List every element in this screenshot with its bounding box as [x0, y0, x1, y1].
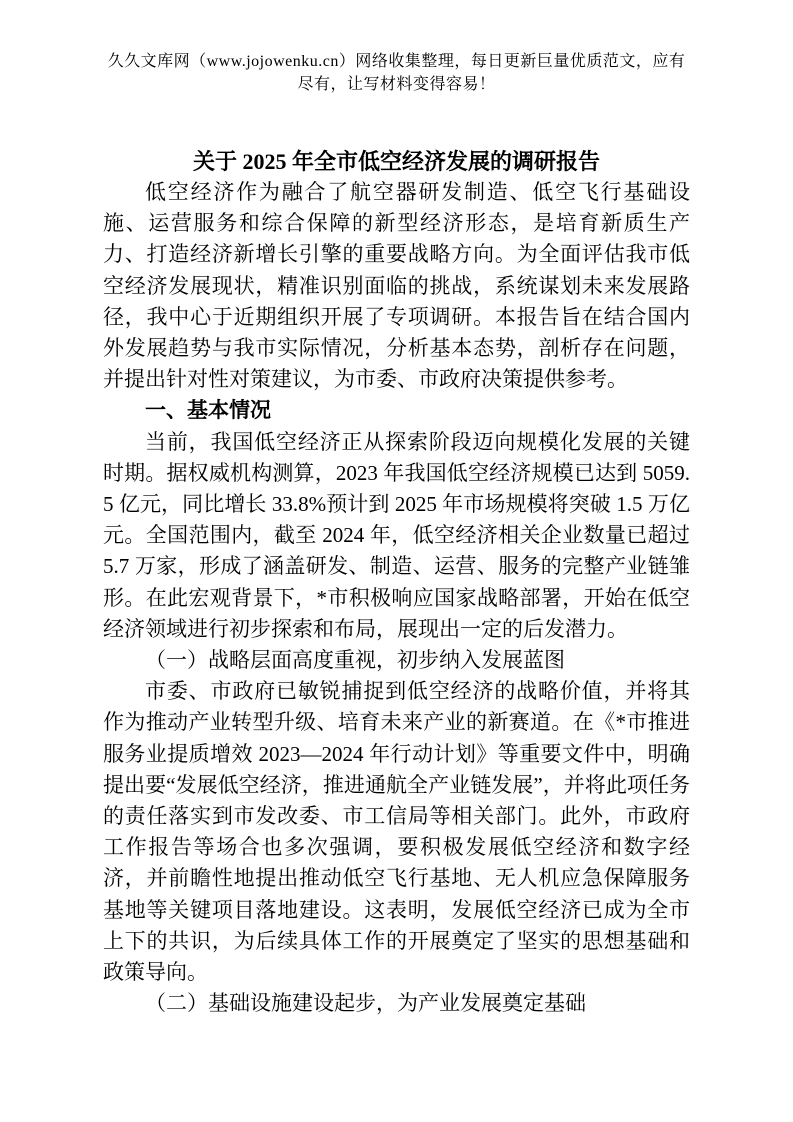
body-paragraph: 当前，我国低空经济正从探索阶段迈向规模化发展的关键时期。据权威机构测算，2023 年我国低空经济规模已达到 5059.5 亿元，同比增长 33.8%预计到 2025 年市场规模将突破 1.5 万亿元。全国范围内，截至 2024 年，低空经济相关企业数量已超过 5.7 万家，形成了涵盖研发、制造、运营、服务的完整产业链雏形。在此宏观背景下，*市积极响应国家战略部署，开始在低空经济领域进行初步探索和布局，展现出一定的后发潜力。: [103, 429, 690, 641]
site-watermark-note: 久久文库网（www.jojowenku.cn）网络收集整理，每日更新巨量优质范文，应有尽有，让写材料变得容易！: [107, 53, 686, 93]
section-heading: 一、基本情况: [145, 398, 271, 423]
subsection-heading: （二）基础设施建设起步，为产业发展奠定基础: [145, 991, 586, 1016]
document-title: 关于 2025 年全市低空经济发展的调研报告: [192, 149, 600, 174]
document-body: [103, 177, 690, 1019]
body-paragraph: 低空经济作为融合了航空器研发制造、低空飞行基础设施、运营服务和综合保障的新型经济形态，是培育新质生产力、打造经济新增长引擎的重要战略方向。为全面评估我市低空经济发展现状，精准识别面临的挑战，系统谋划未来发展路径，我中心于近期组织开展了专项调研。本报告旨在结合国内外发展趋势与我市实际情况，分析基本态势，剖析存在问题，并提出针对性对策建议，为市委、市政府决策提供参考。: [103, 180, 690, 392]
body-paragraph: 市委、市政府已敏锐捕捉到低空经济的战略价值，并将其作为推动产业转型升级、培育未来产业的新赛道。在《*市推进服务业提质增效 2023—2024 年行动计划》等重要文件中，明确提出要“发展低空经济，推进通航全产业链发展”，并将此项任务的责任落实到市发改委、市工信局等相关部门。此外，市政府工作报告等场合也多次强调，要积极发展低空经济和数字经济，并前瞻性地提出推动低空飞行基地、无人机应急保障服务基地等关键项目落地建设。这表明，发展低空经济已成为全市上下的共识，为后续具体工作的开展奠定了坚实的思想基础和政策导向。: [103, 679, 690, 985]
subsection-heading: （一）战略层面高度重视，初步纳入发展蓝图: [145, 648, 565, 673]
